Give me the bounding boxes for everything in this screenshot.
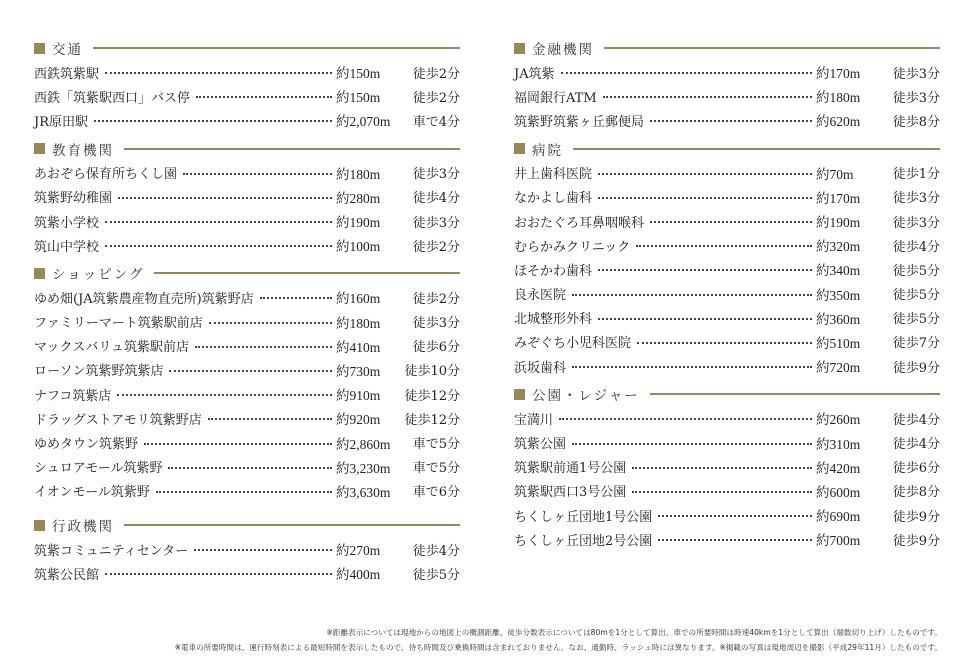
left-column [34, 36, 460, 585]
dotted-leader [117, 394, 332, 396]
facility-row [34, 84, 460, 108]
facility-distance: 約410m [336, 339, 381, 355]
dotted-leader [183, 173, 332, 175]
section-title: 行政機関 [52, 519, 114, 535]
section-header [514, 36, 940, 60]
square-bullet-icon [34, 268, 45, 279]
facility-name: ファミリーマート筑紫駅前店 [34, 316, 203, 332]
facility-time: 徒歩3分 [412, 215, 460, 231]
facility-row [34, 430, 460, 454]
facility-time: 徒歩4分 [412, 191, 460, 207]
dotted-leader [105, 72, 332, 74]
footnote-line: ※電車の所要時間は、運行時刻表による最短時間を表示したもので、待ち時間及び乗換時間は含まれておりません。なお、通勤時、ラッシュ時には異なります。※掲載の写真は現地周辺を撮影（平成29年11月）したものです。 [174, 643, 942, 652]
section-header [34, 36, 460, 60]
facility-name: ゆめ畑(JA筑紫農産物直売所)筑紫野店 [34, 291, 254, 307]
facility-time: 徒歩9分 [892, 533, 940, 549]
facility-distance: 約350m [816, 287, 861, 303]
facility-name: 筑紫公民館 [34, 567, 100, 583]
facility-distance: 約260m [816, 412, 861, 428]
dotted-leader [636, 245, 812, 247]
facility-distance: 約340m [816, 263, 861, 279]
facility-name: ローソン筑紫野筑紫店 [34, 364, 164, 380]
dotted-leader [650, 120, 812, 122]
facility-row [34, 406, 460, 430]
facility-row [34, 382, 460, 406]
facility-row [514, 60, 940, 84]
dotted-leader [209, 322, 332, 324]
facility-row [34, 209, 460, 233]
facility-time: 徒歩12分 [404, 388, 460, 404]
facility-name: マックスバリュ筑紫駅前店 [34, 340, 189, 356]
header-rule [573, 148, 940, 150]
header-rule [124, 148, 460, 150]
facility-time: 徒歩5分 [892, 312, 940, 328]
facility-time: 徒歩3分 [892, 90, 940, 106]
facility-distance: 約180m [336, 166, 381, 182]
facility-time: 徒歩4分 [892, 239, 940, 255]
facility-time: 徒歩6分 [412, 340, 460, 356]
facility-time: 車で6分 [412, 485, 460, 501]
category-section [514, 36, 940, 133]
facility-name: ちくしヶ丘団地1号公園 [514, 509, 653, 525]
facility-name: 筑紫野筑紫ヶ丘郵便局 [514, 114, 645, 130]
dotted-leader [650, 221, 812, 223]
facility-name: おおたぐろ耳鼻咽喉科 [514, 215, 645, 231]
facility-row [34, 161, 460, 185]
facility-row [514, 84, 940, 108]
facility-row [514, 257, 940, 281]
facility-name: 福岡銀行ATM [514, 90, 597, 106]
facility-time: 徒歩3分 [412, 167, 460, 183]
square-bullet-icon [34, 520, 45, 531]
dotted-leader [658, 515, 812, 517]
dotted-leader [598, 269, 812, 271]
section-title: 病院 [532, 142, 563, 159]
dotted-leader [572, 366, 812, 368]
facility-name: ほそかわ歯科 [514, 263, 593, 279]
facility-distance: 約2,860m [336, 436, 391, 452]
facility-row [514, 430, 940, 454]
dotted-leader [105, 221, 332, 223]
section-title: 教育機関 [52, 142, 114, 159]
facility-distance: 約420m [816, 460, 861, 476]
facility-distance: 約190m [336, 215, 381, 231]
facility-name: 筑紫駅前通1号公園 [514, 461, 627, 477]
facility-row [34, 60, 460, 84]
facility-row [34, 108, 460, 132]
right-column [514, 36, 940, 551]
category-section [34, 513, 460, 585]
facility-time: 徒歩4分 [412, 543, 460, 559]
facility-time: 車で5分 [412, 461, 460, 477]
facility-row [34, 233, 460, 257]
facility-row [34, 185, 460, 209]
facility-name: なかよし歯科 [514, 191, 593, 207]
footnotes [175, 625, 942, 655]
dotted-leader [144, 443, 332, 445]
facility-name: ドラッグストアモリ筑紫野店 [34, 412, 202, 428]
facility-row [514, 503, 940, 527]
facility-row [514, 527, 940, 551]
facility-row [34, 285, 460, 309]
facility-name: 良永医院 [514, 288, 567, 304]
section-header [34, 137, 460, 161]
facility-row [514, 233, 940, 257]
header-rule [154, 272, 460, 274]
dotted-leader [561, 72, 812, 74]
facility-row [34, 455, 460, 479]
dotted-leader [156, 491, 332, 493]
facility-distance: 約690m [816, 509, 861, 525]
dotted-leader [637, 342, 812, 344]
facility-distance: 約730m [336, 363, 381, 379]
dotted-leader [105, 245, 332, 247]
facility-row [514, 455, 940, 479]
facility-time: 徒歩1分 [892, 167, 940, 183]
facility-name: JA筑紫 [514, 66, 555, 82]
facility-time: 徒歩4分 [892, 412, 940, 428]
facility-distance: 約720m [816, 360, 861, 376]
facility-time: 徒歩5分 [892, 263, 940, 279]
dotted-leader [194, 549, 332, 551]
dotted-leader [559, 418, 812, 420]
facility-time: 徒歩8分 [892, 114, 940, 130]
facility-name: 宝満川 [514, 412, 554, 428]
section-header [34, 261, 460, 285]
facility-distance: 約510m [816, 335, 861, 351]
facility-row [514, 209, 940, 233]
facility-time: 徒歩10分 [404, 364, 460, 380]
dotted-leader [196, 96, 332, 98]
facility-time: 徒歩9分 [892, 360, 940, 376]
category-section [34, 261, 460, 503]
facility-name: 浜坂歯科 [514, 360, 567, 376]
facility-time: 徒歩7分 [892, 336, 940, 352]
facility-time: 徒歩3分 [892, 66, 940, 82]
header-rule [93, 47, 460, 49]
square-bullet-icon [514, 389, 525, 400]
square-bullet-icon [34, 143, 45, 154]
facility-row [514, 479, 940, 503]
category-section [34, 137, 460, 258]
facility-name: ちくしヶ丘団地2号公園 [514, 533, 653, 549]
facility-time: 徒歩6分 [892, 461, 940, 477]
facility-name: イオンモール筑紫野 [34, 485, 150, 501]
facility-distance: 約190m [816, 215, 861, 231]
dotted-leader [195, 346, 332, 348]
facility-row [514, 330, 940, 354]
facility-name: 筑紫野幼稚園 [34, 191, 113, 207]
dotted-leader [632, 491, 812, 493]
dotted-leader [118, 197, 332, 199]
facility-distance: 約150m [336, 66, 381, 82]
facility-time: 徒歩12分 [404, 412, 460, 428]
facility-time: 徒歩8分 [892, 485, 940, 501]
dotted-leader [260, 297, 332, 299]
facility-distance: 約270m [336, 543, 381, 559]
facility-distance: 約3,230m [336, 460, 391, 476]
facility-distance: 約100m [336, 239, 381, 255]
dotted-leader [658, 539, 812, 541]
facility-name: 筑紫駅西口3号公園 [514, 485, 627, 501]
facility-time: 徒歩9分 [892, 509, 940, 525]
facility-row [514, 161, 940, 185]
facility-time: 徒歩2分 [412, 66, 460, 82]
facility-distance: 約70m [816, 166, 854, 182]
facility-distance: 約170m [816, 190, 861, 206]
facility-name: あおぞら保育所ちくし園 [34, 167, 178, 183]
facility-distance: 約910m [336, 388, 381, 404]
facility-name: みぞぐち小児科医院 [514, 336, 632, 352]
section-title: 交通 [52, 42, 83, 58]
facility-row [34, 537, 460, 561]
facility-name: 筑紫公園 [514, 437, 567, 453]
facility-name: JR原田駅 [34, 114, 88, 130]
facility-distance: 約600m [816, 484, 861, 500]
facility-name: シュロアモール筑紫野 [34, 461, 163, 477]
section-header [34, 513, 460, 537]
facility-distance: 約160m [336, 291, 381, 307]
dotted-leader [169, 370, 332, 372]
category-section [34, 36, 460, 133]
facility-time: 徒歩2分 [412, 90, 460, 106]
facility-time: 徒歩3分 [892, 191, 940, 207]
facility-distance: 約360m [816, 311, 861, 327]
facility-time: 徒歩2分 [412, 239, 460, 255]
header-rule [650, 393, 940, 395]
dotted-leader [94, 120, 332, 122]
category-section [514, 382, 940, 551]
square-bullet-icon [514, 143, 525, 154]
facility-name: 西鉄筑紫駅 [34, 66, 100, 82]
dotted-leader [598, 318, 812, 320]
header-rule [604, 47, 940, 49]
facility-time: 徒歩2分 [412, 291, 460, 307]
facility-distance: 約320m [816, 239, 861, 255]
facility-time: 徒歩3分 [892, 215, 940, 231]
footnote-line: ※距離表示については現地からの地図上の概測距離、徒歩分数表示については80mを1分として算出、車での所要時間は時速40kmを1分として算出（端数切り上げ）したものです。 [326, 628, 942, 637]
header-rule [124, 524, 460, 526]
dotted-leader [208, 418, 332, 420]
facility-time: 徒歩5分 [412, 567, 460, 583]
facility-row [514, 406, 940, 430]
facility-time: 車で5分 [412, 437, 460, 453]
facility-name: 井上歯科医院 [514, 167, 593, 183]
square-bullet-icon [34, 43, 45, 54]
dotted-leader [603, 96, 812, 98]
facility-name: 西鉄「筑紫駅西口」バス停 [34, 90, 191, 106]
dotted-leader [168, 467, 332, 469]
facility-row [34, 358, 460, 382]
facility-distance: 約400m [336, 567, 381, 583]
section-title: 金融機関 [532, 42, 594, 58]
facility-row [514, 306, 940, 330]
facility-distance: 約700m [816, 533, 861, 549]
section-spacer [34, 503, 460, 513]
section-title: ショッピング [52, 267, 145, 284]
facility-distance: 約3,630m [336, 484, 391, 500]
facility-time: 徒歩4分 [892, 437, 940, 453]
facility-row [514, 354, 940, 378]
facility-time: 徒歩5分 [892, 288, 940, 304]
dotted-leader [598, 197, 812, 199]
facility-name: むらかみクリニック [514, 239, 631, 255]
section-title: 公園・レジャー [532, 388, 640, 405]
facility-name: 筑紫小学校 [34, 215, 100, 231]
square-bullet-icon [514, 43, 525, 54]
facility-time: 徒歩3分 [412, 316, 460, 332]
facility-distance: 約280m [336, 190, 381, 206]
facility-row [34, 561, 460, 585]
dotted-leader [572, 294, 812, 296]
facility-distance: 約180m [816, 90, 861, 106]
facility-distance: 約180m [336, 315, 381, 331]
facility-row [514, 282, 940, 306]
facility-time: 車で4分 [412, 114, 460, 130]
facility-distance: 約2,070m [336, 114, 391, 130]
dotted-leader [598, 173, 812, 175]
facility-row [34, 479, 460, 503]
facility-distance: 約620m [816, 114, 861, 130]
facility-row [514, 185, 940, 209]
dotted-leader [572, 443, 812, 445]
facility-row [34, 334, 460, 358]
facility-row [514, 108, 940, 132]
facility-name: 筑山中学校 [34, 239, 100, 255]
facility-name: 筑紫コミュニティセンター [34, 543, 189, 559]
facility-distance: 約170m [816, 66, 861, 82]
dotted-leader [105, 573, 332, 575]
facility-name: ナフコ筑紫店 [34, 388, 112, 404]
facility-distance: 約310m [816, 436, 861, 452]
facility-distance: 約150m [336, 90, 381, 106]
facility-name: 北城整形外科 [514, 312, 593, 328]
dotted-leader [632, 467, 812, 469]
facility-distance: 約920m [336, 412, 381, 428]
section-header [514, 137, 940, 161]
facility-row [34, 310, 460, 334]
section-header [514, 382, 940, 406]
facility-name: ゆめタウン筑紫野 [34, 437, 139, 453]
category-section [514, 137, 940, 379]
